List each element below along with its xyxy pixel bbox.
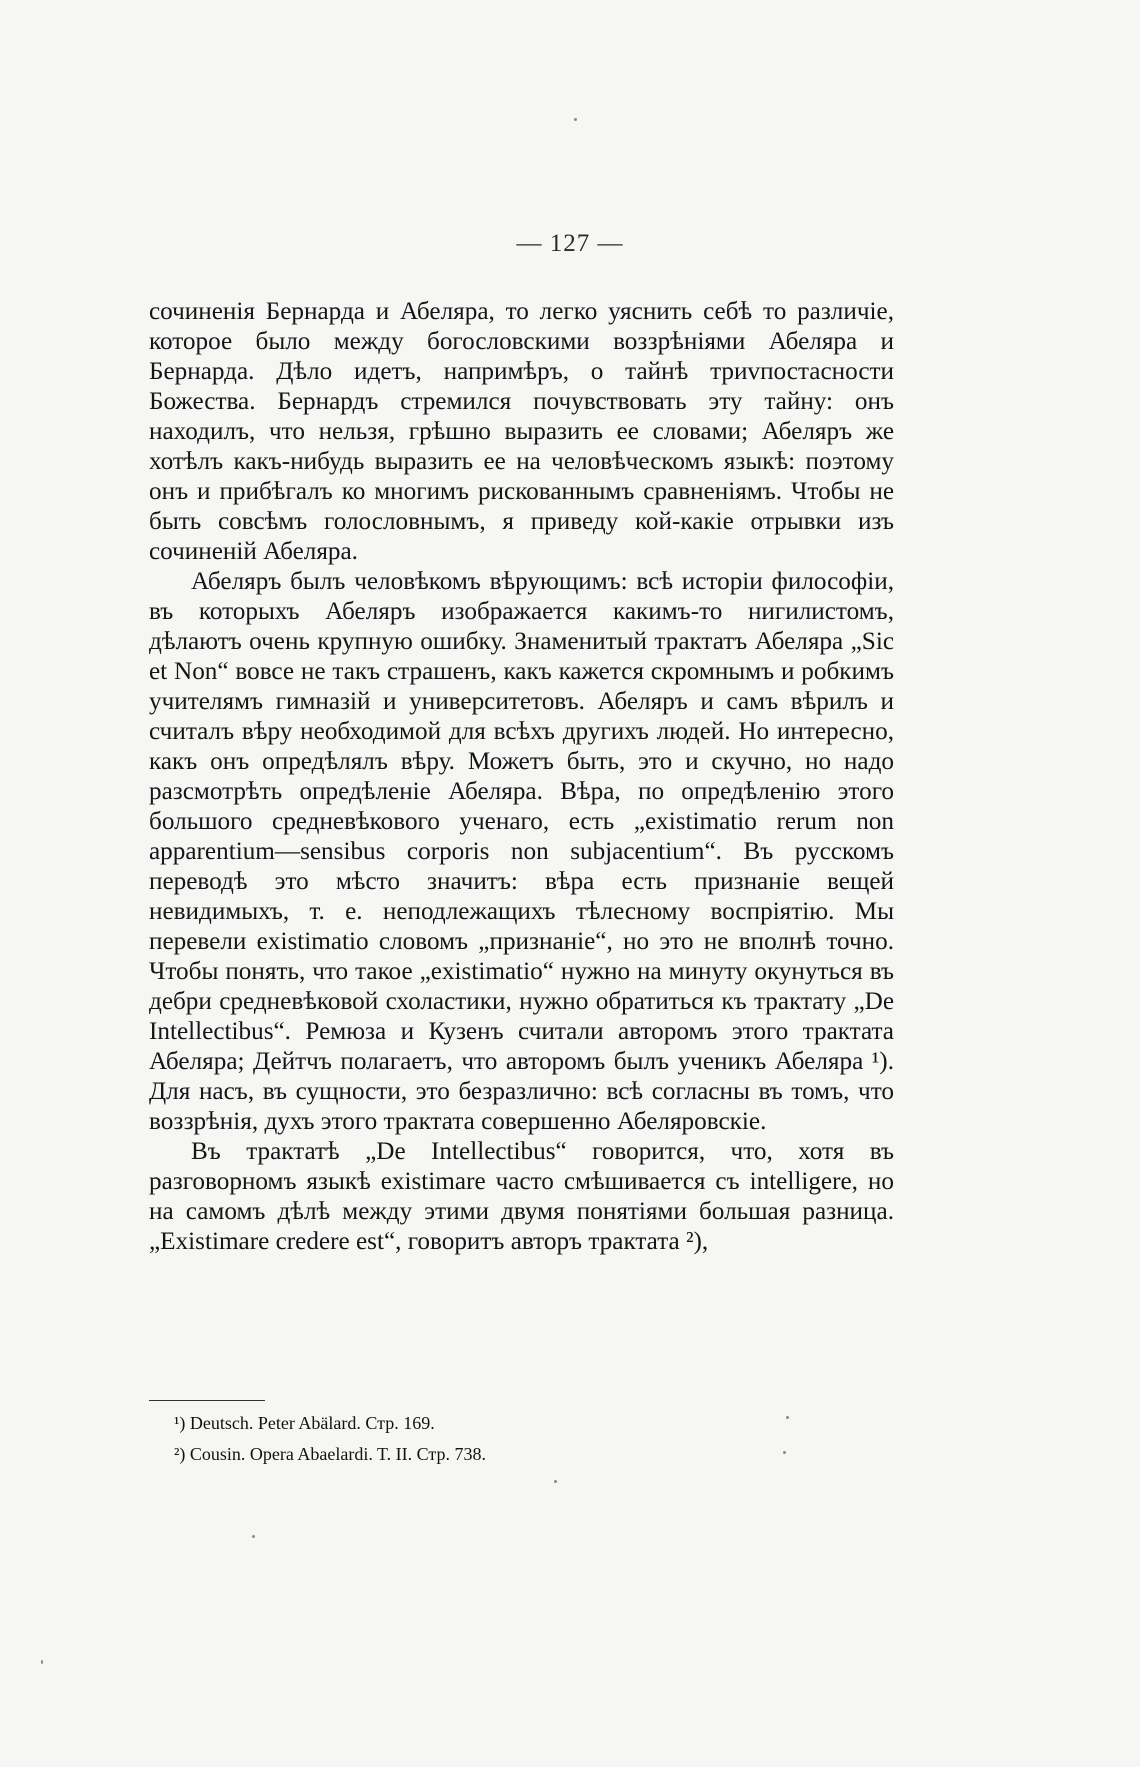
paper-speck — [41, 1660, 43, 1664]
paragraph-2: Абеляръ былъ человѣкомъ вѣрующимъ: всѣ исторіи философіи, въ которыхъ Абеляръ изображается какимъ-то нигилистомъ, дѣлаютъ очень крупную ошибку. Знаменитый трактатъ Абеляра „Sic et Non“ вовсе не такъ страшенъ, какъ кажется скромнымъ и робкимъ учителямъ гимназій и университетовъ. Абеляръ и самъ вѣрилъ и считалъ вѣру необходимой для всѣхъ другихъ людей. Но интересно, какъ онъ опредѣлялъ вѣру. Можетъ быть, это и скучно, но надо разсмотрѣть опредѣленіе Абеляра. Вѣра, по опредѣленію этого большого средневѣкового ученаго, есть „existimatio rerum non apparentium—sensibus corporis non subjacentium“. Въ русскомъ переводѣ это мѣсто значитъ: вѣра есть признаніе вещей невидимыхъ, т. е. неподлежащихъ тѣлесному воспріятію. Мы перевели existimatio словомъ „признаніе“, но это не вполнѣ точно. Чтобы понять, что такое „existimatio“ нужно на минуту окунуться въ дебри средневѣковой схоластики, нужно обратиться къ трактату „De Intellectibus“. Ремюза и Кузенъ считали авторомъ этого трактата Абеляра; Дейтчъ полагаетъ, что авторомъ былъ ученикъ Абеляра ¹). Для насъ, въ сущности, это безразлично: всѣ согласны въ томъ, что воззрѣнія, духъ этого трактата совершенно Абеляровскіе. — [149, 568, 894, 1135]
paper-speck — [554, 1480, 557, 1483]
footnote-2: ²) Cousin. Opera Abaelardi. T. II. Стр. 738. — [174, 1444, 487, 1464]
paper-speck — [786, 1416, 789, 1419]
footnote-divider — [149, 1400, 265, 1401]
paper-speck — [574, 118, 577, 121]
paragraph-1: сочиненія Бернарда и Абеляра, то легко уяснить себѣ то различіе, которое было между богословскими воззрѣніями Абеляра и Бернарда. Дѣло идетъ, напримѣръ, о тайнѣ триvпостасности Божества. Бернардъ стремился почувствовать эту тайну: онъ находилъ, что нельзя, грѣшно выразить ее словами; Абеляръ же хотѣлъ какъ-нибудь выразить ее на человѣческомъ языкѣ: поэтому онъ и прибѣгалъ ко многимъ рискованнымъ сравненіямъ. Чтобы не быть совсѣмъ голословнымъ, я приведу кой-какіе отрывки изъ сочиненій Абеляра. — [149, 298, 894, 565]
paragraph-3: Въ трактатѣ „De Intellectibus“ говорится, что, хотя въ разговорномъ языкѣ existimare часто смѣшивается съ intelligere, но на самомъ дѣлѣ между этими двумя понятіями большая разница. „Existimare credere est“, говоритъ авторъ трактата ²), — [149, 1138, 894, 1255]
footnote-1: ¹) Deutsch. Peter Abälard. Стр. 169. — [174, 1413, 435, 1433]
main-text — [149, 297, 894, 1257]
paper-speck — [783, 1451, 786, 1454]
footnotes — [174, 1408, 874, 1470]
paper-speck — [252, 1535, 255, 1538]
page-number: — 127 — — [516, 230, 624, 257]
